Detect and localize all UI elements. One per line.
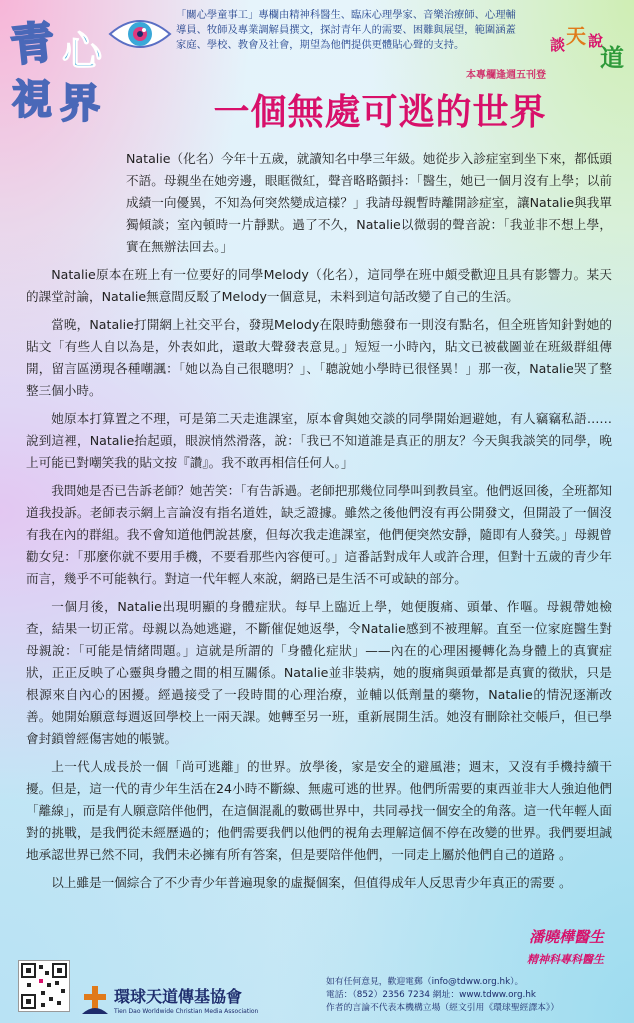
qr-code-icon[interactable]: [18, 960, 70, 1012]
association-name-en: Tien Dao Worldwide Christian Media Association: [114, 1008, 259, 1015]
header: [0, 0, 634, 133]
article-body: [26, 148, 612, 900]
column-intro: 「關心學童事工」專欄由精神科醫生、臨床心理學家、音樂治療師、心理輔導員、牧師及專業調解員撰文，探討青年人的需要、困難與展望，範圍涵蓋家庭、學校、教會及社會，期望為他們提供更體貼心聲的支持。: [176, 9, 516, 51]
contact-info: [326, 976, 622, 1015]
paragraph: 以上雖是一個綜合了不少青少年普遍現象的虛擬個案，但值得成年人反思青少年真正的需要 。: [51, 875, 572, 890]
talk-logo-t1: 談: [550, 36, 566, 54]
qr-code-pattern: [19, 961, 69, 1011]
column-logo-shi: 視: [12, 76, 52, 123]
cross-logo-icon: [82, 986, 108, 1014]
contact-phone-line: 電話：（852）2356 7234 網址：www.tdww.org.hk: [326, 990, 537, 1000]
publish-schedule: 本專欄逢週五刊登: [466, 70, 546, 81]
paragraph: Natalie原本在班上有一位要好的同學Melody（化名），這同學在班中頗受歡迎且具有影響力。某天的課堂討論，Natalie無意間反駁了Melody一個意見，未料到這句話改變了自己的生活。: [26, 267, 612, 304]
author-title: 精神科專科醫生: [527, 953, 604, 966]
paragraph: 我問她是否已告訴老師？她苦笑：「有告訴過。老師把那幾位同學叫到教員室。他們返回後，全班都知道我投訴。老師表示網上言論沒有指名道姓，缺乏證據。雖然之後他們沒有再公開發文，但開設了一個沒有我在內的群組。我不會知道他們說甚麼，但每次我走進課室，他們便突然安靜，隨即有人發笑。」母親曾勸女兒：「那麼你就不要用手機，不要看那些內容便可。」這番話對成年人或許合理，但對十五歲的青少年而言，幾乎不可能執行。對這一代年輕人來說，網路已是生活不可或缺的部分。: [26, 483, 612, 586]
author-name: 潘曉樺醫生: [528, 928, 604, 946]
paragraph: Natalie（化名）今年十五歲，就讀知名中學三年級。她從步入診症室到坐下來，都低頭不語。母親坐在她旁邊，眼眶微紅，聲音略略顫抖：「醫生，她已一個月沒有上學；以前成績一向優異，不知為何突然變成這樣？」我請母親暫時離開診症室，讓Natalie與我單獨傾談；室內頓時一片靜默。過了不久，Natalie以微弱的聲音說：「我並非不想上學，實在無辦法回去。」: [126, 151, 612, 254]
talk-logo-t3: 說: [588, 32, 604, 50]
paragraph: 她原本打算置之不理，可是第二天走進課室，原本會與她交談的同學開始迴避她，有人竊竊私語……說到這裡，Natalie抬起頭，眼淚悄然滑落，說：「我已不知道誰是真正的朋友？今天與我談笑的同學，晚上可能已對嘲笑我的貼文按『讚』。我不敢再相信任何人。」: [26, 411, 612, 470]
column-logo-jie: 界: [60, 80, 100, 127]
eye-icon: [108, 14, 172, 54]
contact-email-line: 如有任何意見，歡迎電郵（info@tdww.org.hk）。: [326, 977, 524, 987]
article-title: 一個無處可逃的世界: [213, 91, 547, 133]
paragraph: 一個月後，Natalie出現明顯的身體症狀。每早上臨近上學，她便腹痛、頭暈、作嘔。母親帶她檢查，結果一切正常。母親以為她逃避，不斷催促她返學，令Natalie感到不被理解。直至一位家庭醫生對母親說：「可能是情緒問題。」這就是所謂的「身體化症狀」——內在的心理困擾轉化為身體上的真實症狀，正正反映了心靈與身體之間的相互關係。Natalie並非裝病，她的腹痛與頭暈都是真實的徵狀，只是根源來自內心的困擾。經過接受了一段時間的心理治療，並輔以低劑量的藥物，Natalie的情況逐漸改善。她開始願意每週返回學校上一兩天課。她轉至另一班，重新展開生活。她沒有刪除社交帳戶，但已學會封鎖曾經傷害她的帳號。: [26, 599, 612, 746]
author-signoff: [527, 926, 604, 967]
association-name: 環球天道傳基協會: [114, 987, 243, 1006]
column-logo-xin: 心: [62, 28, 102, 75]
disclaimer-line: 作者的言論不代表本機構立場（經文引用《環球聖經譯本》）: [326, 1003, 560, 1013]
association-logo: [82, 984, 258, 1015]
talk-logo: [550, 16, 626, 72]
talk-logo-t2: 天: [566, 24, 586, 48]
paragraph: 當晚，Natalie打開網上社交平台，發現Melody在限時動態發布一則沒有點名，但全班皆知針對她的貼文「有些人自以為是，外表如此，還敢大聲發表意見。」短短一小時內，貼文已被截圖並在班級群組傳開，留言區湧現各種嘲諷：「她以為自己很聰明？」、「聽說她小學時已很怪異！」那一夜，Natalie哭了整整三個小時。: [26, 317, 612, 398]
talk-logo-t4: 道: [600, 43, 624, 72]
column-logo-qing: 青: [7, 16, 56, 73]
paragraph: 上一代人成長於一個「尚可逃離」的世界。放學後，家是安全的避風港；週末，又沒有手機持續干擾。但是，這一代的青少年生活在24小時不斷線、無處可逃的世界。他們所需要的東西並非大人強迫他們「離線」，而是有人願意陪伴他們，在這個混亂的數碼世界中，共同尋找一個安全的角落。這一代年輕人面對的挑戰，是我們從未經歷過的；他們需要我們以他們的視角去理解這個不停在改變的世界。我們要坦誠地承認世界已然不同，我們未必擁有所有答案，但是要陪伴他們，一同走上屬於他們自己的道路 。: [26, 759, 612, 862]
